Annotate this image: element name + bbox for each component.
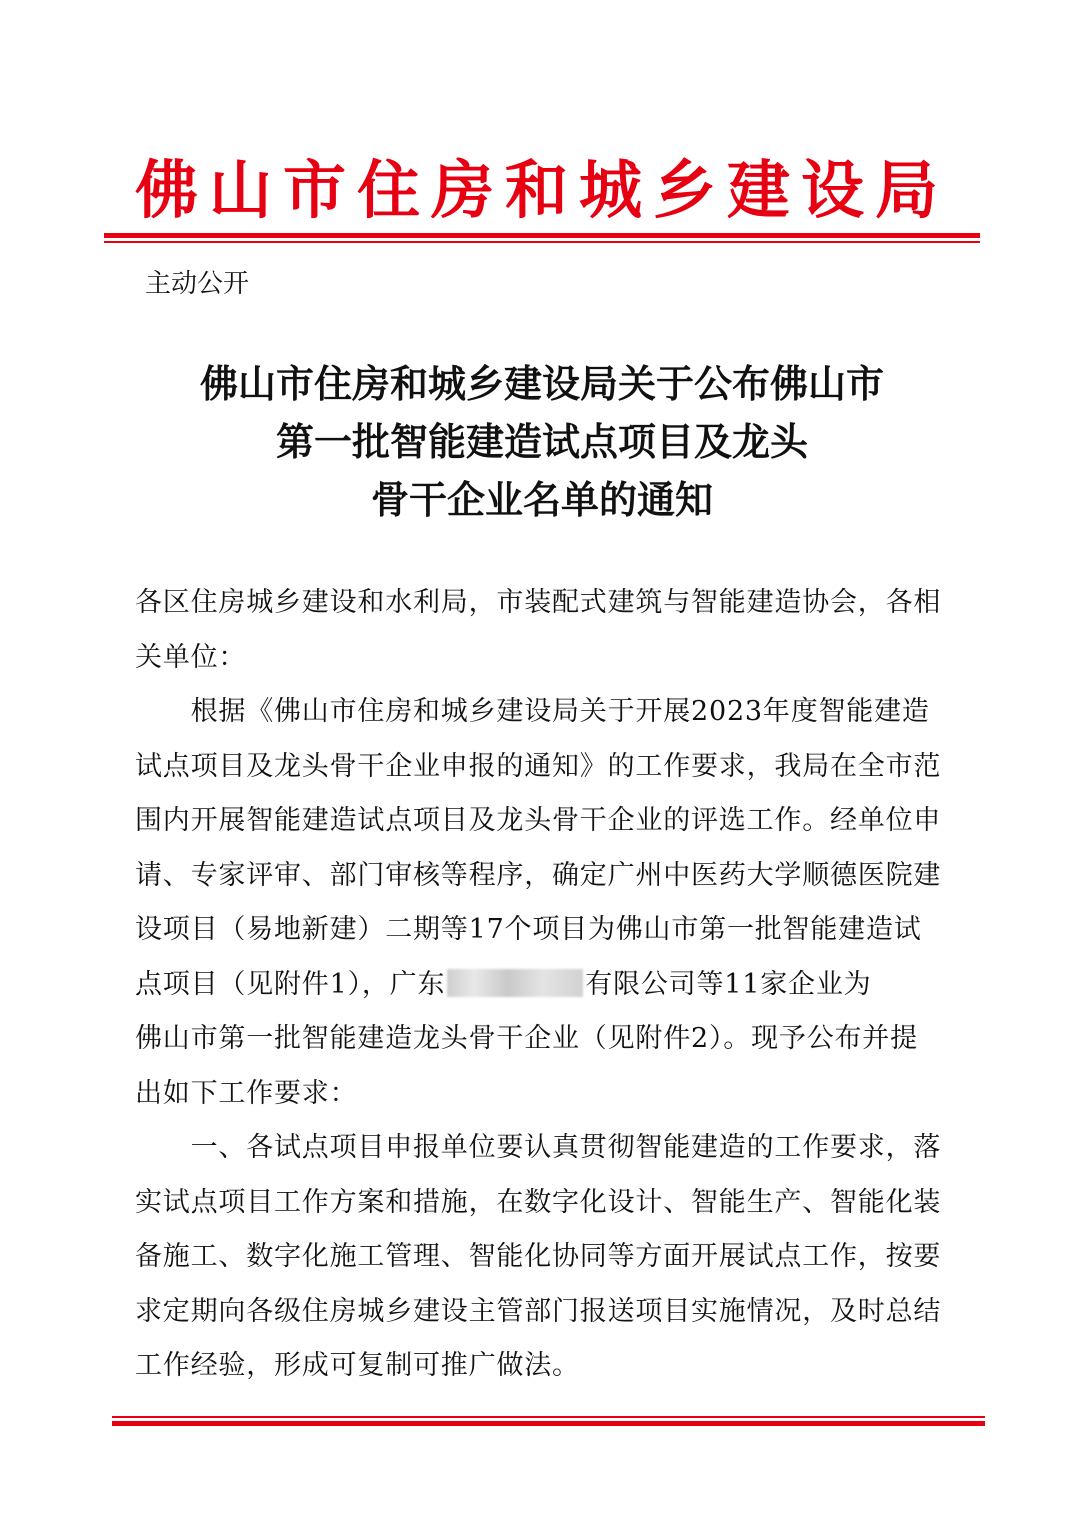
footer-rule-thick [112, 1421, 985, 1426]
body-line: 请、专家评审、部门审核等程序，确定广州中医药大学顺德医院建 [135, 859, 942, 891]
title-line: 佛山市住房和城乡建设局关于公布佛山市 [199, 361, 884, 406]
issuer-masthead: 佛山市住房和城乡建设局 [135, 153, 949, 227]
document-body [135, 576, 947, 1394]
document-title [104, 355, 980, 529]
body-line-with-redaction [135, 958, 947, 1013]
body-line: 实试点项目工作方案和措施，在数字化设计、智能生产、智能化装 [135, 1186, 942, 1218]
body-text-segment: 有限公司等11家企业为 [585, 968, 872, 1000]
title-line: 骨干企业名单的通知 [370, 477, 713, 522]
footer-rule-thin [112, 1416, 985, 1418]
body-line: 根据《佛山市住房和城乡建设局关于开展2023年度智能建造 [135, 696, 930, 727]
body-line: 设项目（易地新建）二期等17个项目为佛山市第一批智能建造试 [135, 914, 922, 945]
body-line: 关单位： [135, 641, 247, 673]
redacted-company-name [447, 969, 583, 997]
body-line: 求定期向各级住房城乡建设主管部门报送项目实施情况，及时总结 [135, 1295, 942, 1327]
body-line: 一、各试点项目申报单位要认真贯彻智能建造的工作要求，落 [135, 1132, 942, 1163]
body-line: 试点项目及龙头骨干企业申报的通知》的工作要求，我局在全市范 [135, 750, 942, 782]
masthead-rule-thin [104, 241, 980, 243]
body-line: 围内开展智能建造试点项目及龙头骨干企业的评选工作。经单位申 [135, 805, 942, 836]
disclosure-label: 主动公开 [145, 269, 250, 299]
body-text-segment: 点项目（见附件1），广东 [135, 968, 446, 1000]
masthead-rule-thick [104, 233, 980, 238]
body-line: 各区住房城乡建设和水利局，市装配式建筑与智能建造协会，各相 [135, 587, 942, 618]
title-line: 第一批智能建造试点项目及龙头 [275, 419, 808, 464]
body-line: 工作经验，形成可复制可推广做法。 [135, 1350, 580, 1381]
body-line: 佛山市第一批智能建造龙头骨干企业（见附件2）。现予公布并提 [135, 1023, 918, 1054]
body-line: 备施工、数字化施工管理、智能化协同等方面开展试点工作，按要 [135, 1241, 942, 1272]
body-line: 出如下工作要求： [135, 1077, 358, 1109]
